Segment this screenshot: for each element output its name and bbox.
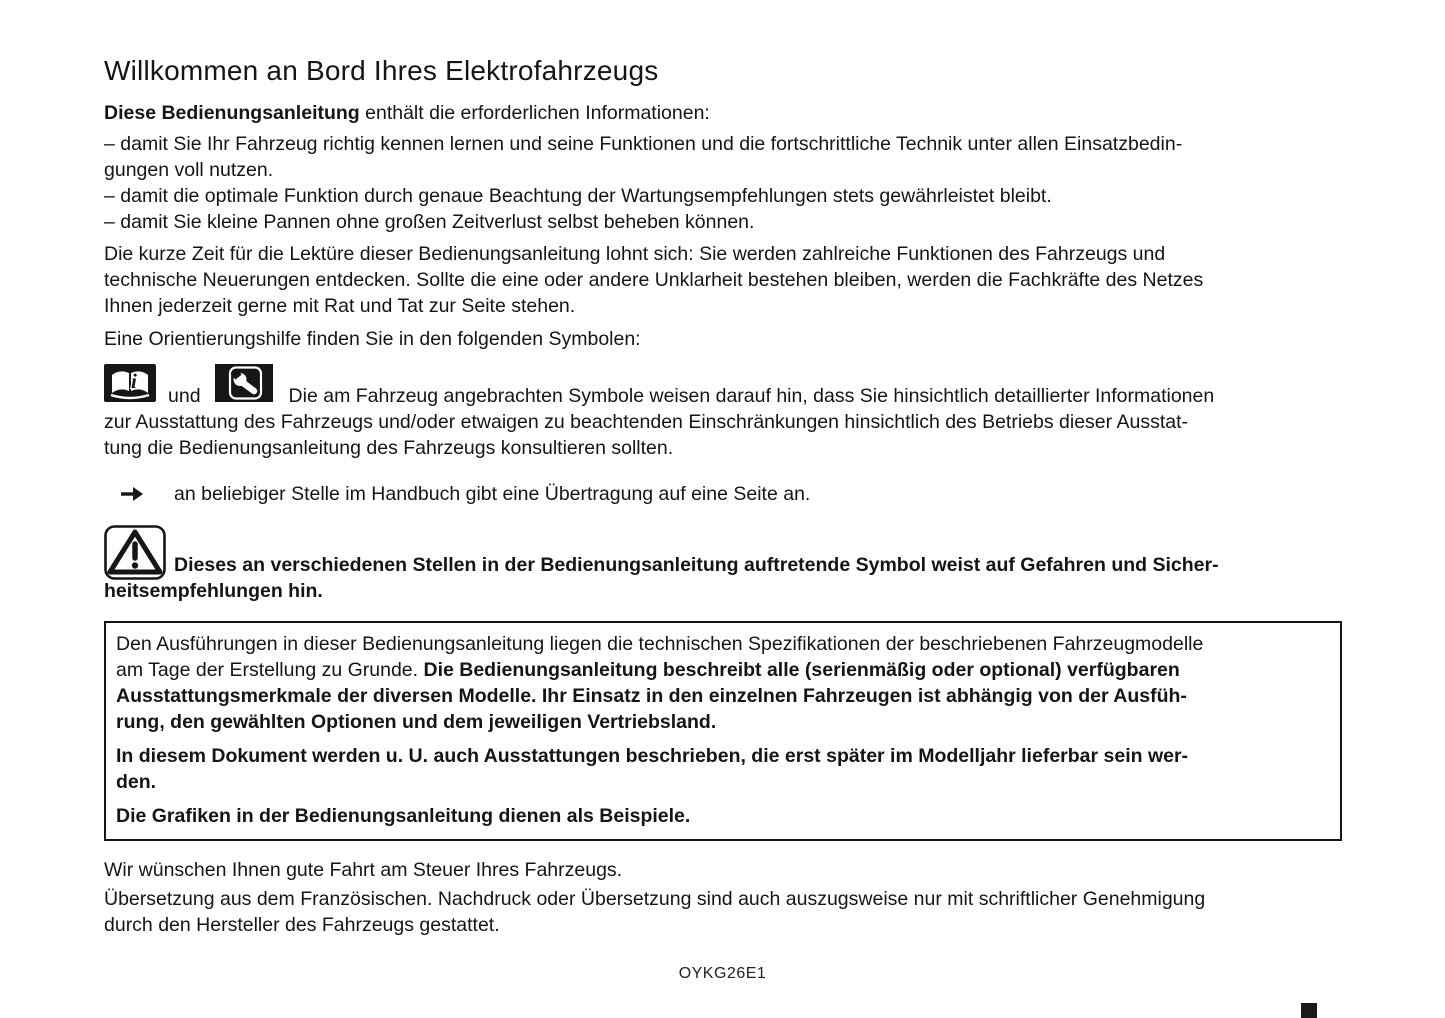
warning-triangle-icon [104,525,166,580]
page-reference-code: OYKG26E1 [678,965,767,982]
lead-sentence [104,100,1344,126]
closing-sentence: Wir wünschen Ihnen gute Fahrt am Steuer Ihres Fahrzeugs. [104,859,623,881]
svg-text:i: i [131,369,137,393]
page-reference-note [104,481,1344,507]
orientation-sentence: Eine Orientierungshilfe finden Sie in den folgenden Symbolen: [104,328,641,350]
regular-segment: am Tage der Erstellung zu Grunde. [116,659,424,681]
paragraph-line: Ihnen jederzeit gerne mit Rat und Tat zur Seite stehen. [104,295,576,317]
specifications-info-box [104,621,1342,841]
book-info-icon [104,364,156,409]
paragraph-line: In diesem Dokument werden u. U. auch Ausstattungen beschrieben, die erst später im Modelljahr lieferbar sein wer- [116,745,1189,767]
paragraph-line: Ausstattungsmerkmale der diversen Modelle. Ihr Einsatz in den einzelnen Fahrzeugen ist abhängig von der Ausfüh- [116,685,1187,707]
bullet-item: – damit Sie Ihr Fahrzeug richtig kennen lernen und seine Funktionen und die fortschrittliche Technik unter allen Einsatzbedin- [104,133,1183,155]
warning-text-line: heitsempfehlungen hin. [104,580,323,602]
symbols-paragraph [104,364,1344,461]
lead-rest: enthält die erforderlichen Informationen: [359,102,710,124]
info-box-paragraph [116,631,1330,735]
lead-bold: Diese Bedienungsanleitung [104,102,360,124]
page-title: Willkommen an Bord Ihres Elektrofahrzeugs [104,55,659,86]
paragraph-line: Die kurze Zeit für die Lektüre dieser Bedienungsanleitung lohnt sich: Sie werden zahlreiche Funktionen des Fahrzeugs und [104,243,1166,265]
paragraph-line: tung die Bedienungsanleitung des Fahrzeugs konsultieren sollten. [104,437,674,459]
page-corner-marker [1301,1003,1317,1018]
wrench-icon [215,364,273,409]
paragraph-line: Die am Fahrzeug angebrachten Symbole weisen darauf hin, dass Sie hinsichtlich detaillierter Informationen [288,385,1215,407]
bullet-item-continuation: gungen voll nutzen. [104,159,274,181]
paragraph-line: zur Ausstattung des Fahrzeugs und/oder etwaigen zu beachtenden Einschränkungen hinsichtlich des Betriebs dieser Ausstat- [104,411,1189,433]
page-reference-arrow-icon [120,486,144,502]
warning-text-line: Dieses an verschiedenen Stellen in der Bedienungsanleitung auftretende Symbol weist auf Gefahren und Sicher- [174,554,1219,576]
safety-warning-note [104,525,1344,604]
info-box-paragraph: Die Grafiken in der Bedienungsanleitung dienen als Beispiele. [116,805,691,827]
feature-bullet-list [104,131,1344,235]
copyright-notice [104,886,1344,938]
bold-segment: Die Bedienungsanleitung beschreibt alle (serienmäßig oder optional) verfügbaren [423,659,1180,681]
bullet-item: – damit Sie kleine Pannen ohne großen Zeitverlust selbst beheben können. [104,211,755,233]
paragraph-line: Den Ausführungen in dieser Bedienungsanleitung liegen die technischen Spezifikationen der beschriebenen Fahrzeugmodelle [116,633,1204,655]
arrow-note-text: an beliebiger Stelle im Handbuch gibt eine Übertragung auf eine Seite an. [174,483,811,505]
info-box-paragraph [116,743,1330,795]
paragraph-line: durch den Hersteller des Fahrzeugs gestattet. [104,914,500,936]
paragraph-line [116,657,1330,683]
between-icons-text: und [168,385,201,407]
paragraph-line: Übersetzung aus dem Französischen. Nachdruck oder Übersetzung sind auch auszugsweise nur mit schriftlicher Genehmigung [104,888,1206,910]
bullet-item: – damit die optimale Funktion durch genaue Beachtung der Wartungsempfehlungen stets gewährleistet bleibt. [104,185,1052,207]
paragraph-line: den. [116,771,157,793]
paragraph-line: technische Neuerungen entdecken. Sollte die eine oder andere Unklarheit bestehen bleiben, werden die Fachkräfte des Netzes [104,269,1204,291]
intro-paragraph [104,241,1344,319]
paragraph-line: rung, den gewählten Optionen und dem jeweiligen Vertriebsland. [116,711,717,733]
